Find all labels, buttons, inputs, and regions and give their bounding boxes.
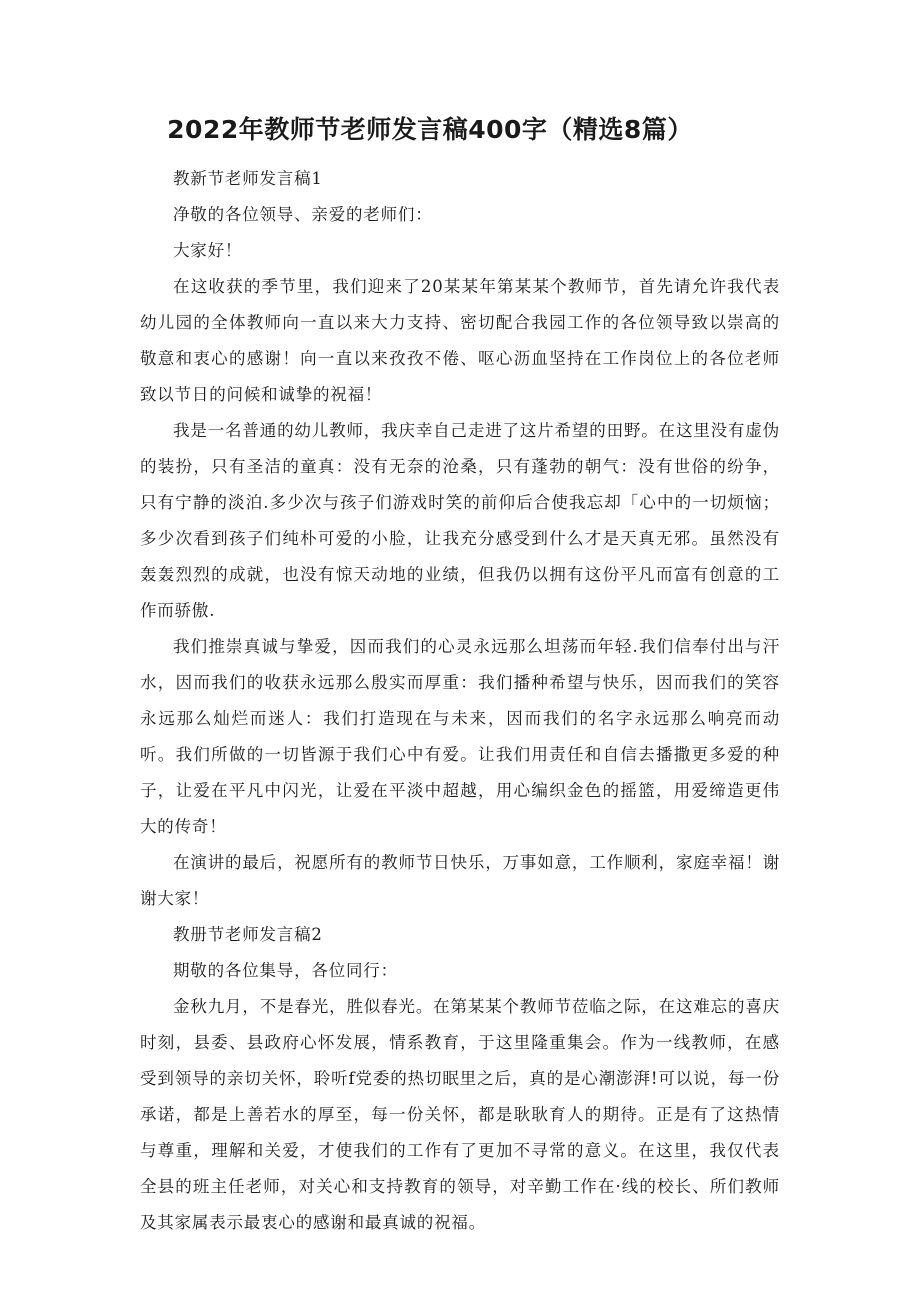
section-heading-2: 教册节老师发言稿2	[173, 925, 323, 944]
paragraph: 我们推崇真诚与挚爱，因而我们的心灵永远那么坦荡而年轻.我们信奉付出与汗水，因而我们的收获永远那么殷实而厚重：我们播种希望与快乐，因而我们的笑容永远那么灿烂而迷人：我们打造现在与未来，因而我们的名字永远那么响亮而动听。我们所做的一切皆源于我们心中有爱。让我们用责任和自信去播撒更多爱的种子，让爱在平凡中闪光，让爱在平淡中超越，用心编织金色的摇篮，用爱缔造更伟大的传奇！	[140, 637, 780, 836]
paragraph: 在这收获的季节里，我们迎来了20某某年第某某个教师节，首先请允许我代表幼儿园的全体教师向一直以来大力支持、密切配合我园工作的各位领导致以崇高的敬意和衷心的感谢！向一直以来孜孜不倦、呕心沥血坚持在工作岗位上的各位老师致以节日的问候和诚挚的祝福！	[140, 277, 780, 404]
paragraph: 我是一名普通的幼儿教师，我庆幸自己走进了这片希望的田野。在这里没有虚伪的装扮，只有圣洁的童真：没有无奈的沧桑，只有蓬勃的朝气：没有世俗的纷争，只有宁静的淡泊.多少次与孩子们游戏时笑的前仰后合使我忘却「心中的一切烦恼；多少次看到孩子们纯朴可爱的小脸，让我充分感受到什么才是天真无邪。虽然没有轰轰烈烈的成就，也没有惊天动地的业绩，但我仍以拥有这份平凡而富有创意的工作而骄傲.	[140, 421, 780, 620]
section-heading-1: 教新节老师发言稿1	[173, 169, 323, 188]
paragraph: 金秋九月，不是春光，胜似春光。在第某某个教师节莅临之际，在这难忘的喜庆时刻，县委、县政府心怀发展，情系教育，于这里隆重集会。作为一线教师，在感受到领导的亲切关怀，聆听f党委的热切眠里之后，真的是心潮澎湃!可以说，每一份承诺，都是上善若水的厚至，每一份关怀，都是耿耿育人的期待。正是有了这热情与尊重，理解和关爱，才使我们的工作有了更加不寻常的意义。在这里，我仅代表全县的班主任老师，对关心和支持教育的领导，对辛勤工作在·线的校长、所们教师及其家属表示最衷心的感谢和最真诚的祝福。	[140, 997, 780, 1232]
greeting: 大家好！	[173, 241, 243, 260]
document-title: 2022年教师节老师发言稿400字（精选8篇）	[167, 115, 693, 144]
closing-paragraph: 在演讲的最后，祝愿所有的教师节日快乐，万事如意，工作顺利，家庭幸福！谢谢大家！	[140, 853, 780, 908]
salutation: 期敬的各位集导，各位同行：	[173, 961, 398, 980]
document-body	[140, 161, 780, 1241]
salutation: 净敬的各位领导、亲爱的老师们：	[173, 205, 433, 224]
